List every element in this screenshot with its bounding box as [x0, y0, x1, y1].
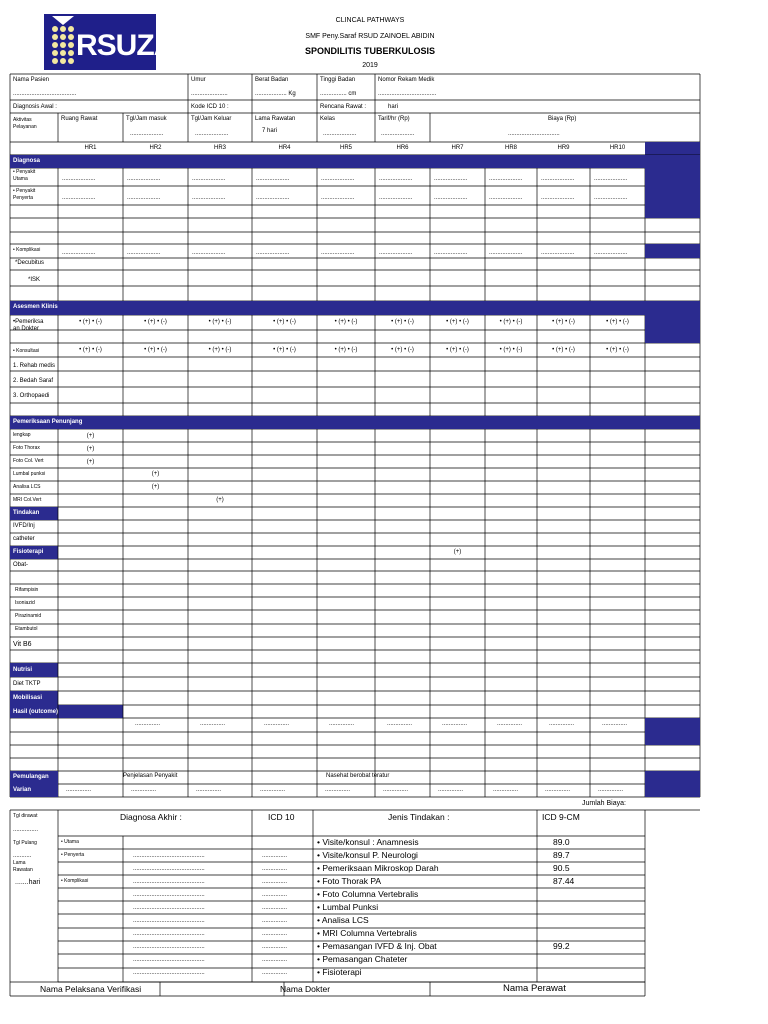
day-entry-field[interactable]: .................... [541, 250, 575, 256]
tindakan-item: • Visite/konsul : Anamnesis [317, 837, 419, 847]
day-entry-field[interactable]: .................... [62, 195, 96, 201]
day-entry-field[interactable]: .................... [434, 176, 468, 182]
tgl-dirawat-field[interactable]: ............... [13, 827, 39, 833]
section-varian: Varian [13, 787, 32, 793]
icd10-field[interactable]: ............... [262, 892, 288, 898]
plus-minus-choice[interactable]: • (+) • (-) [606, 347, 629, 353]
plus-mark: (+) [86, 459, 95, 465]
tgl-keluar-field[interactable]: .................... [195, 131, 229, 137]
icd10-label: ICD 10 [268, 812, 295, 822]
day-entry-field[interactable]: .................... [434, 195, 468, 201]
etambutol-label: Etambutol [15, 626, 38, 632]
section-hasil: Hasil (outcome) [13, 709, 59, 715]
diagnosa-akhir-label: Diagnosa Akhir : [120, 812, 182, 822]
umur-field[interactable]: ...................... [191, 91, 228, 97]
lumbal-label: Lumbal punksi [13, 471, 46, 477]
kelas-field[interactable]: .................... [323, 131, 357, 137]
konsultasi-label: • Konsultasi [13, 348, 40, 354]
tgl-keluar-label: Tgl/Jam Keluar [191, 116, 232, 122]
penyakit-penyerta-label-2: Penyerta [13, 195, 34, 201]
plus-minus-choice[interactable]: • (+) • (-) [144, 319, 167, 325]
tindakan-item: • Foto Columna Vertebralis [317, 889, 419, 899]
ruang-rawat-label: Ruang Rawat [61, 116, 98, 122]
plus-minus-choice[interactable]: • (+) • (-) [334, 319, 358, 325]
tindakan-item: • Pemeriksaan Mikroskop Darah [317, 863, 439, 873]
icd10-field[interactable]: ............... [262, 957, 288, 963]
nasehat-label: Nasehat berobat teratur [326, 773, 390, 779]
day-header-6: HR6 [396, 145, 409, 151]
plus-minus-choice[interactable]: • (+) • (-) [499, 347, 523, 353]
plus-minus-choice[interactable]: • (+) • (-) [391, 319, 414, 325]
plus-mark: (+) [453, 549, 462, 555]
icd10-field[interactable]: ............... [262, 944, 288, 950]
rekam-medik-field[interactable]: ................................... [378, 91, 437, 97]
tindakan-code: 87.44 [553, 876, 575, 886]
plus-mark: (+) [151, 471, 160, 477]
filler-column-bg [645, 771, 700, 797]
day-entry-field[interactable]: .................... [321, 250, 355, 256]
day-entry-field[interactable]: .................... [594, 176, 628, 182]
header-line2: SMF Peny.Saraf RSUD ZAINOEL ABIDIN [305, 33, 435, 40]
diagnosa-field[interactable]: ........................................... [133, 931, 205, 937]
berat-badan-label: Berat Badan [255, 77, 289, 83]
icd10-field[interactable]: ............... [262, 879, 288, 885]
day-header-9: HR9 [557, 145, 570, 151]
diag-utama-label: • Utama [61, 839, 79, 845]
diagnosa-field[interactable]: ........................................... [133, 957, 205, 963]
plus-minus-choice[interactable]: • (+) • (-) [446, 347, 469, 353]
section-diagnosa-bg [10, 155, 700, 168]
decubitus-label: *Decubitus [15, 260, 45, 266]
tindakan-item: • Pemasangan IVFD & Inj. Obat [317, 941, 437, 951]
tindakan-item: • Pemasangan Chateter [317, 954, 408, 964]
day-entry-field[interactable]: .................... [192, 250, 226, 256]
filler-column-bg [645, 718, 700, 745]
day-header-5: HR5 [339, 145, 352, 151]
outcome-field[interactable]: ............... [497, 721, 523, 727]
tarif-field[interactable]: .................... [381, 131, 415, 137]
section-diagnosa: Diagnosa [13, 158, 41, 164]
icd10-field[interactable]: ............... [262, 918, 288, 924]
nama-pasien-field[interactable]: ...................................... [13, 91, 77, 97]
tindakan-code: 90.5 [553, 863, 570, 873]
berat-badan-field[interactable]: ................... Kg [255, 91, 296, 97]
outcome-field[interactable]: ............... [200, 721, 226, 727]
day-header-1: HR1 [84, 145, 97, 151]
tgl-masuk-label: Tgl/Jam masuk [126, 116, 167, 122]
rifampisin-label: Rifampisin [15, 587, 39, 593]
rencana-rawat-label: Rencana Rawat : [320, 104, 367, 110]
varian-field[interactable]: ............... [66, 787, 92, 793]
plus-minus-choice[interactable]: • (+) • (-) [552, 347, 575, 353]
plus-mark: (+) [151, 484, 160, 490]
page-title: SPONDILITIS TUBERKULOSIS [304, 46, 435, 56]
day-header-7: HR7 [451, 145, 464, 151]
rekam-medik-label: Nomor Rekam Medik [378, 77, 435, 83]
day-entry-field[interactable]: .................... [489, 250, 523, 256]
filler-column-bg [645, 168, 700, 218]
plus-minus-choice[interactable]: • (+) • (-) [334, 347, 358, 353]
outcome-field[interactable]: ............... [264, 721, 290, 727]
day-entry-field[interactable]: .................... [594, 250, 628, 256]
foto-thorax-label: Foto Thorax [13, 445, 40, 451]
filler-column-bg [645, 315, 700, 343]
day-entry-field[interactable]: .................... [192, 176, 226, 182]
varian-field[interactable]: ............... [545, 787, 571, 793]
plus-minus-choice[interactable]: • (+) • (-) [144, 347, 167, 353]
section-penunjang-bg [10, 416, 700, 429]
lengkap-label: lengkap [13, 432, 31, 438]
day-entry-field[interactable]: .................... [62, 250, 96, 256]
sign-verifikasi: Nama Pelaksana Verifikasi [40, 984, 142, 994]
pirazinamid-label: Pirazinamid [15, 613, 42, 619]
section-pemulangan: Pemulangan [13, 774, 49, 780]
tindakan-code: 99.2 [553, 941, 570, 951]
tinggi-badan-field[interactable]: ................ cm [320, 91, 357, 97]
diagnosa-awal-label: Diagnosis Awal : [13, 104, 57, 110]
komplikasi-label: • Komplikasi [13, 247, 41, 253]
day-header-4: HR4 [278, 145, 291, 151]
catheter-label: catheter [13, 536, 35, 542]
day-entry-field[interactable]: .................... [379, 195, 413, 201]
tindakan-item: • Foto Thorak PA [317, 876, 382, 886]
day-entry-field[interactable]: .................... [379, 250, 413, 256]
section-nutrisi: Nutrisi [13, 667, 33, 673]
section-fisioterapi: Fisioterapi [13, 549, 44, 555]
day-entry-field[interactable]: .................... [127, 176, 161, 182]
rehab-label: 1. Rehab medis [13, 363, 56, 369]
aktivitas-label: Aktivitas [13, 117, 32, 123]
plus-minus-choice[interactable]: • (+) • (-) [552, 319, 575, 325]
tinggi-badan-label: Tinggi Badan [320, 77, 356, 83]
plus-mark: (+) [216, 497, 224, 503]
section-asesmen: Asesmen Klinis [13, 304, 58, 310]
plus-minus-choice[interactable]: • (+) • (-) [208, 319, 232, 325]
varian-field[interactable]: ............... [260, 787, 286, 793]
varian-field[interactable]: ............... [438, 787, 464, 793]
day-header-3: HR3 [213, 145, 226, 151]
isoniazid-label: Isoniazid [15, 600, 35, 606]
plus-minus-choice[interactable]: • (+) • (-) [446, 319, 469, 325]
diag-komplikasi-label: • Komplikasi [61, 878, 89, 884]
tindakan-item: • Visite/konsul P. Neurologi [317, 850, 418, 860]
tindakan-item: • Analisa LCS [317, 915, 369, 925]
day-header-2: HR2 [149, 145, 162, 151]
penyakit-utama-label-2: Utama [13, 176, 28, 182]
icd9-label: ICD 9-CM [542, 812, 580, 822]
varian-field[interactable]: ............... [196, 787, 222, 793]
day-entry-field[interactable]: .................... [256, 250, 290, 256]
tindakan-item: • Lumbal Punksi [317, 902, 379, 912]
diag-penyerta-label: • Penyerta [61, 852, 85, 858]
outcome-field[interactable]: ............... [329, 721, 355, 727]
rawatan-label: Rawatan [13, 867, 33, 873]
outcome-field[interactable]: ............... [387, 721, 413, 727]
sign-perawat: Nama Perawat [503, 983, 566, 994]
outcome-field[interactable]: ............... [135, 721, 161, 727]
tindakan-code: 89.0 [553, 837, 570, 847]
icd10-field[interactable]: ............... [262, 866, 288, 872]
plus-minus-choice[interactable]: • (+) • (-) [273, 347, 296, 353]
tarif-label: Tarif/hr (Rp) [378, 116, 410, 122]
vitb6-label: Vit B6 [13, 641, 32, 648]
diagnosa-field[interactable]: ........................................... [133, 918, 205, 924]
day-entry-field[interactable]: .................... [541, 195, 575, 201]
kode-icd-label: Kode ICD 10 : [191, 104, 229, 110]
section-mobilisasi: Mobilisasi [13, 695, 43, 701]
tgl-masuk-field[interactable]: .................... [130, 131, 164, 137]
obat-label: Obat- [13, 562, 29, 568]
penyakit-penyerta-label: • Penyakit [13, 188, 36, 194]
day-entry-field[interactable]: .................... [489, 176, 523, 182]
bedah-label: 2. Bedah Saraf [13, 378, 54, 384]
day-entry-field[interactable]: .................... [594, 195, 628, 201]
diet-label: Diet TKTP [13, 681, 41, 687]
plus-minus-choice[interactable]: • (+) • (-) [606, 319, 629, 325]
pemeriksaan-dokter-label: •Pemeriksa [13, 319, 44, 325]
header-line1: CLINCAL PATHWAYS [335, 17, 405, 24]
day-header-10: HR10 [609, 145, 626, 151]
section-asesmen-bg [10, 301, 700, 315]
diagnosa-field[interactable]: ........................................... [133, 879, 205, 885]
icd10-field[interactable]: ............... [262, 931, 288, 937]
diagnosa-field[interactable]: ........................................... [133, 892, 205, 898]
outcome-field[interactable]: ............... [442, 721, 468, 727]
tgl-dirawat-label: Tgl dirawat [13, 813, 38, 819]
jumlah-biaya-label: Jumlah Biaya: [582, 800, 626, 807]
tindakan-item: • Fisioterapi [317, 967, 362, 977]
filler-column-bg [645, 244, 700, 258]
varian-field[interactable]: ............... [493, 787, 519, 793]
varian-field[interactable]: ............... [325, 787, 351, 793]
day-entry-field[interactable]: .................... [489, 195, 523, 201]
aktivitas-label-2: Pelayanan [13, 124, 37, 130]
diagnosa-field[interactable]: ........................................... [133, 853, 205, 859]
penjelasan-label: Penjelasan Penyakit [123, 773, 178, 779]
logo-text: RSUZA [76, 29, 175, 62]
plus-mark: (+) [86, 433, 95, 439]
tgl-pulang-label: Tgl Pulang [13, 840, 37, 846]
day-entry-field[interactable]: .................... [256, 195, 290, 201]
day-entry-field[interactable]: .................... [127, 250, 161, 256]
day-entry-field[interactable]: .................... [127, 195, 161, 201]
day-entry-field[interactable]: .................... [321, 195, 355, 201]
plus-minus-choice[interactable]: • (+) • (-) [391, 347, 414, 353]
plus-minus-choice[interactable]: • (+) • (-) [79, 319, 102, 325]
plus-minus-choice[interactable]: • (+) • (-) [273, 319, 296, 325]
ortho-label: 3. Orthopaedi [13, 393, 50, 399]
plus-minus-choice[interactable]: • (+) • (-) [208, 347, 232, 353]
outcome-field[interactable]: ............... [549, 721, 575, 727]
tindakan-item: • MRI Columna Vertebralis [317, 928, 417, 938]
day-entry-field[interactable]: .................... [434, 250, 468, 256]
diagnosa-field[interactable]: ........................................... [133, 866, 205, 872]
pemeriksaan-dokter-label-2: an Dokter [13, 326, 40, 332]
penyakit-utama-label: • Penyakit [13, 169, 36, 175]
icd10-field[interactable]: ............... [262, 853, 288, 859]
icd10-field[interactable]: ............... [262, 970, 288, 976]
day-entry-field[interactable]: .................... [192, 195, 226, 201]
day-entry-field[interactable]: .................... [256, 176, 290, 182]
header-year: 2019 [362, 62, 378, 69]
day-entry-field[interactable]: .................... [541, 176, 575, 182]
foto-col-label: Foto Col. Vert [13, 458, 44, 464]
kelas-label: Kelas [320, 116, 336, 122]
biaya-field[interactable]: ............................... [508, 131, 560, 137]
tgl-pulang-field[interactable]: ........... [13, 853, 32, 859]
lama-rawatan-value: 7 hari [262, 128, 278, 134]
jenis-tindakan-label: Jenis Tindakan : [388, 812, 450, 822]
varian-field[interactable]: ............... [383, 787, 409, 793]
icd10-field[interactable]: ............... [262, 905, 288, 911]
day-header-filler [645, 142, 700, 155]
day-header-8: HR8 [504, 145, 517, 151]
umur-label: Umur [191, 77, 206, 83]
diagnosa-field[interactable]: ........................................... [133, 970, 205, 976]
mri-label: MRI Col.Vert [13, 497, 42, 503]
lama-rawatan-label: Lama Rawatan [255, 116, 296, 122]
day-entry-field[interactable]: .................... [62, 176, 96, 182]
diagnosa-field[interactable]: ........................................... [133, 905, 205, 911]
lama-label: Lama [13, 860, 26, 866]
varian-field[interactable]: ............... [131, 787, 157, 793]
analisa-label: Analisa LCS [13, 484, 41, 490]
outcome-field[interactable]: ............... [602, 721, 628, 727]
varian-field[interactable]: ............... [598, 787, 624, 793]
plus-minus-choice[interactable]: • (+) • (-) [499, 319, 523, 325]
sign-dokter: Nama Dokter [280, 984, 331, 994]
isk-label: *ISK [28, 277, 41, 283]
plus-mark: (+) [86, 446, 95, 452]
lama-hari-field[interactable]: .......hari [15, 879, 41, 886]
biaya-label: Biaya (Rp) [548, 116, 577, 122]
ivfd-label: IVFD/Inj [13, 523, 35, 529]
tindakan-code: 89.7 [553, 850, 570, 860]
diagnosa-field[interactable]: ........................................... [133, 944, 205, 950]
plus-minus-choice[interactable]: • (+) • (-) [79, 347, 102, 353]
section-penunjang: Pemeriksaan Penunjang [13, 419, 83, 425]
rencana-rawat-hari: hari [388, 104, 399, 110]
section-tindakan: Tindakan [13, 510, 40, 516]
day-entry-field[interactable]: .................... [321, 176, 355, 182]
day-entry-field[interactable]: .................... [379, 176, 413, 182]
nama-pasien-label: Nama Pasien [13, 77, 50, 83]
